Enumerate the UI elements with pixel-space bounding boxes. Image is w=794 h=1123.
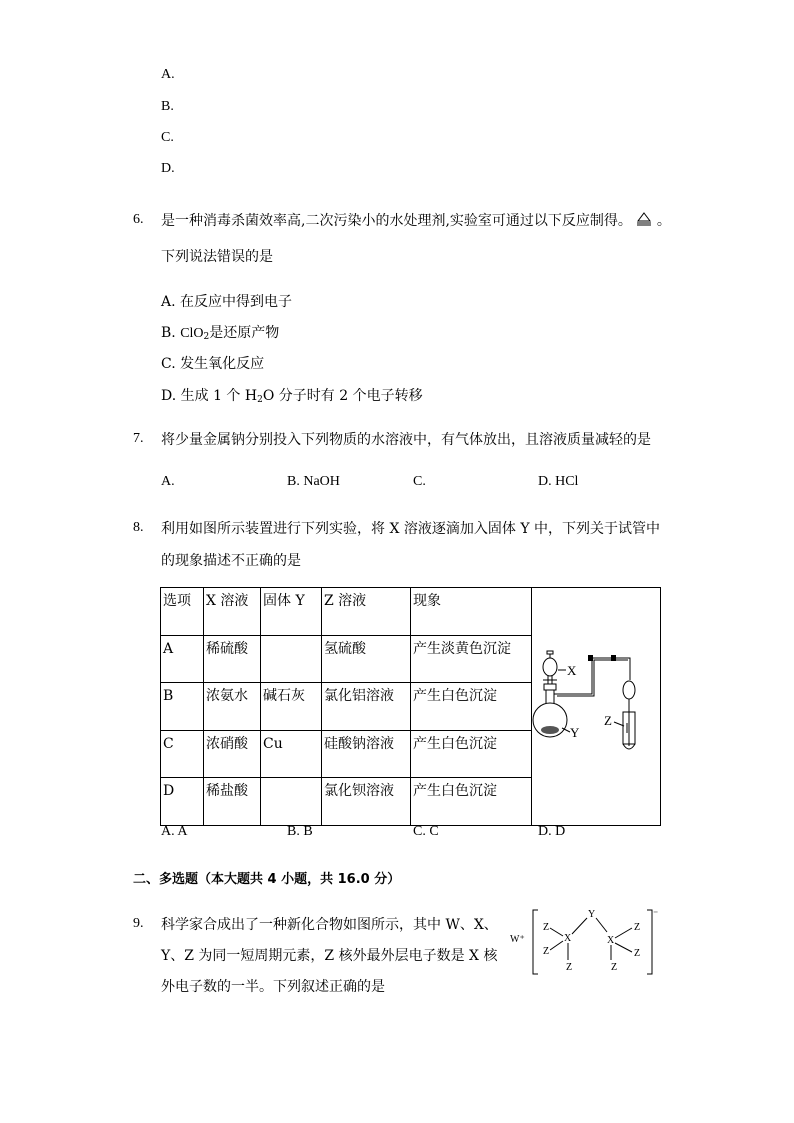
apparatus-svg <box>532 588 660 816</box>
q7-option-c: C. <box>413 474 426 489</box>
q8-option-d: D. D <box>538 824 566 839</box>
label-w: W⁺ <box>510 934 525 945</box>
table-cell: 稀盐酸 <box>204 778 261 826</box>
q8-line1: 利用如图所示装置进行下列实验，将 X 溶液逐滴加入固体 Y 中，下列关于试管中 <box>161 521 661 537</box>
section-heading: 二、多选题（本大题共 4 小题，共 16.0 分） <box>133 872 401 887</box>
apparatus-diagram <box>532 588 661 826</box>
table-header-row <box>161 588 661 636</box>
q6-option-d-text: O 分子时有 2 个电子转移 <box>262 388 423 404</box>
table-cell: D <box>161 778 204 826</box>
prev-option-c: C. <box>161 130 174 145</box>
structure-svg <box>508 906 658 978</box>
q9-number: 9. <box>133 916 144 931</box>
label-y: Y <box>588 909 596 920</box>
table-cell <box>261 778 322 826</box>
table-cell: 硅酸钠溶液 <box>322 730 411 778</box>
q6-option-a: A. 在反应中得到电子 <box>161 294 293 310</box>
label-z: Z <box>634 922 641 933</box>
q7-option-d: D. HCl <box>538 474 579 489</box>
q6-line2: 下列说法错误的是 <box>161 249 273 265</box>
table-cell: 碱石灰 <box>261 683 322 731</box>
q6-option-b-sub: 2 <box>203 332 210 342</box>
table-cell: 浓硝酸 <box>204 730 261 778</box>
table-header-cell: 选项 <box>161 588 204 636</box>
prev-option-d: D. <box>161 161 175 176</box>
table-cell: Cu <box>261 730 322 778</box>
table-cell: 氯化铝溶液 <box>322 683 411 731</box>
table-cell: 产生白色沉淀 <box>411 778 532 826</box>
label-z: Z <box>566 962 573 973</box>
experiment-table <box>160 587 661 826</box>
label-y: Y <box>570 725 580 740</box>
label-x-left: X <box>564 933 572 944</box>
prev-option-b: B. <box>161 99 174 114</box>
table-header-cell: 现象 <box>411 588 532 636</box>
q6-option-b-text: 是还原产物 <box>209 325 280 341</box>
table-cell: 稀硫酸 <box>204 635 261 683</box>
table-cell: 浓氨水 <box>204 683 261 731</box>
prev-option-a: A. <box>161 67 175 82</box>
label-z: Z <box>543 946 550 957</box>
label-z: Z <box>611 962 618 973</box>
table-cell: 产生白色沉淀 <box>411 730 532 778</box>
q6-option-d <box>161 385 423 405</box>
label-z: Z <box>543 922 550 933</box>
q6-end-mark: 。 <box>656 213 671 229</box>
q6-option-d-sub: 2 <box>257 395 263 405</box>
q8-option-a: A. A <box>161 824 188 839</box>
q6-text: 是一种消毒杀菌效率高,二次污染小的水处理剂,实验室可通过以下反应制得。 <box>161 213 632 229</box>
table-header-cell: X 溶液 <box>204 588 261 636</box>
table-cell: A <box>161 635 204 683</box>
q8-option-b: B. B <box>287 824 313 839</box>
q8-number: 8. <box>133 520 144 535</box>
table-cell: C <box>161 730 204 778</box>
table-header-cell: Z 溶液 <box>322 588 411 636</box>
q7-stem: 将少量金属钠分别投入下列物质的水溶液中，有气体放出，且溶液质量减轻的是 <box>161 432 651 448</box>
table-cell: 氯化钡溶液 <box>322 778 411 826</box>
q6-option-b <box>161 322 279 342</box>
q9-structure-diagram <box>508 906 658 982</box>
label-charge: ⁻ <box>653 909 658 920</box>
label-z: Z <box>604 713 612 728</box>
q9-line3: 外电子数的一半。下列叙述正确的是 <box>161 979 385 995</box>
q7-option-b: B. NaOH <box>287 474 340 489</box>
q6-number: 6. <box>133 212 144 227</box>
label-x-right: X <box>607 935 615 946</box>
table-cell: 产生淡黄色沉淀 <box>411 635 532 683</box>
q8-option-c: C. C <box>413 824 439 839</box>
q6-stem <box>161 210 671 230</box>
q7-option-a: A. <box>161 474 175 489</box>
q7-number: 7. <box>133 431 144 446</box>
q6-option-b-formula: ClO <box>180 326 204 341</box>
q6-option-c: C. 发生氧化反应 <box>161 356 265 372</box>
label-z: Z <box>634 948 641 959</box>
table-cell: B <box>161 683 204 731</box>
q9-line1: 科学家合成出了一种新化合物如图所示，其中 W、X、 <box>161 917 498 933</box>
q6-option-d-prefix: D. 生成 1 个 H <box>161 388 258 404</box>
table-cell: 产生白色沉淀 <box>411 683 532 731</box>
q6-option-b-prefix: B. <box>161 325 176 341</box>
q8-line2: 的现象描述不正确的是 <box>161 553 301 569</box>
table-cell: 氢硫酸 <box>322 635 411 683</box>
q9-line2: Y、Z 为同一短周期元素，Z 核外最外层电子数是 X 核 <box>161 948 498 964</box>
label-x: X <box>567 663 577 678</box>
heat-triangle-icon <box>636 212 652 230</box>
table-cell <box>261 635 322 683</box>
table-header-cell: 固体 Y <box>261 588 322 636</box>
